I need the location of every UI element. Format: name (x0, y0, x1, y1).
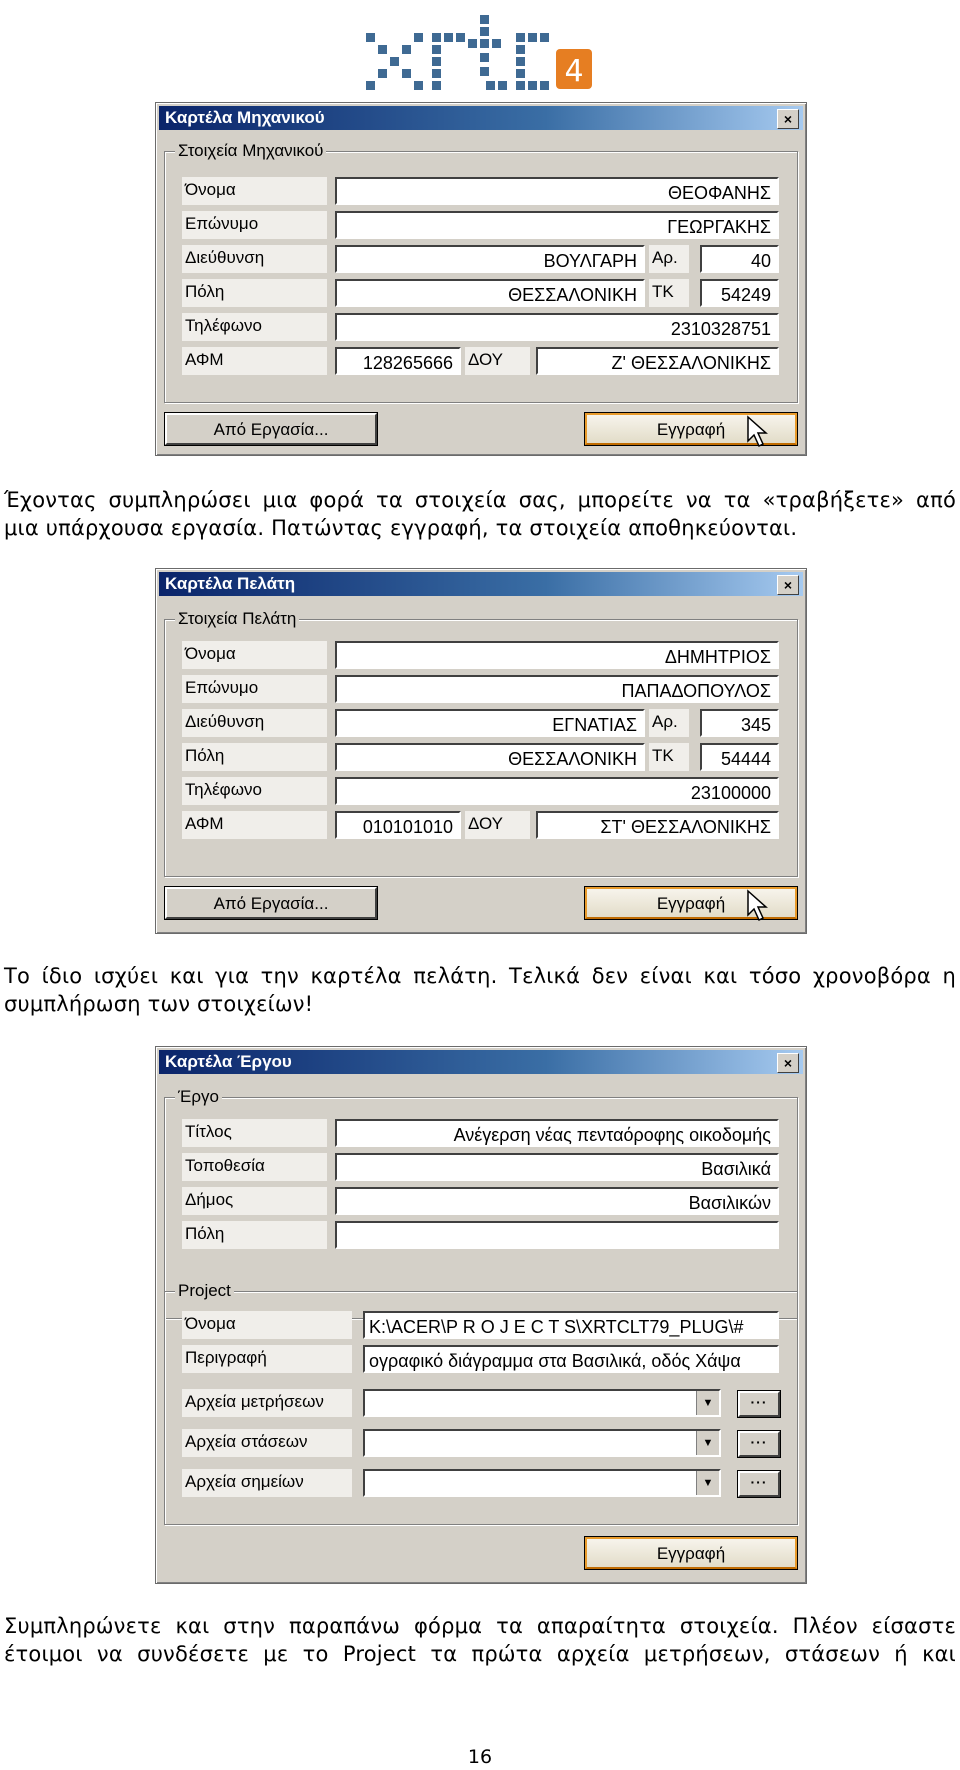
label-description: Περιγραφή (182, 1345, 352, 1373)
number-field[interactable]: 40 (700, 245, 779, 273)
label-measurement-files: Αρχεία μετρήσεων (182, 1389, 352, 1417)
label-location: Τοποθεσία (182, 1153, 327, 1181)
doy-field[interactable]: ΣΤ' ΘΕΣΣΑΛΟΝΙΚΗΣ (536, 811, 779, 839)
label-address: Διεύθυνση (182, 709, 327, 737)
label-city: Πόλη (182, 1221, 327, 1249)
window-title: Καρτέλα Μηχανικού (165, 108, 325, 127)
close-icon[interactable]: × (777, 109, 799, 129)
doy-field[interactable]: Ζ' ΘΕΣΣΑΛΟΝΙΚΗΣ (536, 347, 779, 375)
paragraph-1 (4, 486, 956, 542)
engineer-card-window (155, 102, 807, 456)
label-station-files: Αρχεία στάσεων (182, 1429, 352, 1457)
label-municipality: Δήμος (182, 1187, 327, 1215)
afm-field[interactable]: 010101010 (335, 811, 461, 839)
phone-field[interactable]: 2310328751 (335, 313, 779, 341)
city-field[interactable] (335, 1221, 779, 1249)
browse-stations-button[interactable]: ··· (738, 1431, 780, 1457)
label-title: Τίτλος (182, 1119, 327, 1147)
label-doy: ΔΟΥ (465, 811, 530, 839)
window-titlebar (159, 106, 803, 130)
from-project-button[interactable]: Από Εργασία... (165, 887, 377, 919)
page-number: 16 (467, 1746, 493, 1768)
city-field[interactable]: ΘΕΣΣΑΛΟΝΙΚΗ (335, 279, 645, 307)
paragraph-line: μια υπάρχουσα εργασία. Πατώντας εγγραφή, τα στοιχεία αποθηκεύονται. (4, 516, 798, 540)
name-field[interactable]: ΔΗΜΗΤΡΙΟΣ (335, 641, 779, 669)
project-name-field[interactable]: K:\ACER\P R O J E C T S\XRTCLT79_PLUG\# (363, 1311, 779, 1339)
paragraph-line: Συμπληρώνετε και στην παραπάνω φόρμα τα απαραίτητα στοιχεία. Πλέον είσαστε (4, 1614, 956, 1638)
description-field[interactable]: ογραφικό διάγραμμα στα Βασιλικά, οδός Χάψα (363, 1345, 779, 1373)
label-surname: Επώνυμο (182, 675, 327, 703)
group-label: Στοιχεία Μηχανικού (175, 141, 326, 161)
label-number: Αρ. (649, 245, 689, 273)
address-field[interactable]: ΒΟΥΛΓΑΡΗ (335, 245, 645, 273)
paragraph-line: Έχοντας συμπληρώσει μια φορά τα στοιχεία σας, μπορείτε να τα «τραβήξετε» από (4, 488, 956, 512)
from-project-button[interactable]: Από Εργασία... (165, 413, 377, 445)
chevron-down-icon[interactable]: ▼ (696, 1471, 719, 1495)
label-number: Αρ. (649, 709, 689, 737)
group-label: Project (175, 1281, 234, 1301)
label-postcode: ΤΚ (649, 743, 689, 771)
window-titlebar (159, 1050, 803, 1074)
city-field[interactable]: ΘΕΣΣΑΛΟΝΙΚΗ (335, 743, 645, 771)
point-files-select[interactable] (363, 1469, 721, 1497)
window-title: Καρτέλα Πελάτη (165, 574, 296, 593)
measurement-files-select[interactable] (363, 1389, 721, 1417)
number-field[interactable]: 345 (700, 709, 779, 737)
afm-field[interactable]: 128265666 (335, 347, 461, 375)
location-field[interactable]: Βασιλικά (335, 1153, 779, 1181)
save-button[interactable]: Εγγραφή (585, 1537, 797, 1569)
postcode-field[interactable]: 54444 (700, 743, 779, 771)
label-phone: Τηλέφωνο (182, 313, 327, 341)
save-button[interactable]: Εγγραφή (585, 887, 797, 919)
browse-measurements-button[interactable]: ··· (738, 1391, 780, 1417)
mouse-cursor-icon (746, 889, 770, 923)
paragraph-3 (4, 1612, 956, 1668)
chevron-down-icon[interactable]: ▼ (696, 1431, 719, 1455)
close-icon[interactable]: × (777, 575, 799, 595)
group-label: Στοιχεία Πελάτη (175, 609, 299, 629)
window-title: Καρτέλα Έργου (165, 1052, 292, 1071)
browse-points-button[interactable]: ··· (738, 1471, 780, 1497)
save-button[interactable]: Εγγραφή (585, 413, 797, 445)
station-files-select[interactable] (363, 1429, 721, 1457)
surname-field[interactable]: ΠΑΠΑΔΟΠΟΥΛΟΣ (335, 675, 779, 703)
mouse-cursor-icon (746, 415, 770, 449)
client-card-window (155, 568, 807, 934)
window-titlebar (159, 572, 803, 596)
address-field[interactable]: ΕΓΝΑΤΙΑΣ (335, 709, 645, 737)
surname-field[interactable]: ΓΕΩΡΓΑΚΗΣ (335, 211, 779, 239)
label-afm: ΑΦΜ (182, 811, 327, 839)
label-project-name: Όνομα (182, 1311, 352, 1339)
label-doy: ΔΟΥ (465, 347, 530, 375)
paragraph-2 (4, 962, 956, 1018)
municipality-field[interactable]: Βασιλικών (335, 1187, 779, 1215)
chevron-down-icon[interactable]: ▼ (696, 1391, 719, 1415)
paragraph-line: έτοιμοι να συνδέσετε με το Project τα πρώτα αρχεία μετρήσεων, στάσεων ή και (4, 1642, 956, 1666)
label-phone: Τηλέφωνο (182, 777, 327, 805)
name-field[interactable]: ΘΕΟΦΑΝΗΣ (335, 177, 779, 205)
group-label: Έργο (175, 1087, 222, 1107)
label-city: Πόλη (182, 279, 327, 307)
close-icon[interactable]: × (777, 1053, 799, 1073)
svg-text:4: 4 (564, 54, 584, 89)
project-card-window (155, 1046, 807, 1584)
label-name: Όνομα (182, 641, 327, 669)
label-name: Όνομα (182, 177, 327, 205)
label-surname: Επώνυμο (182, 211, 327, 239)
label-afm: ΑΦΜ (182, 347, 327, 375)
label-address: Διεύθυνση (182, 245, 327, 273)
label-postcode: ΤΚ (649, 279, 689, 307)
title-field[interactable]: Ανέγερση νέας πενταόροφης οικοδομής (335, 1119, 779, 1147)
postcode-field[interactable]: 54249 (700, 279, 779, 307)
phone-field[interactable]: 23100000 (335, 777, 779, 805)
xrtc4-logo (360, 5, 600, 97)
paragraph-line: Το ίδιο ισχύει και για την καρτέλα πελάτη. Τελικά δεν είναι και τόσο χρονοβόρα η (4, 964, 956, 988)
label-city: Πόλη (182, 743, 327, 771)
paragraph-line: συμπλήρωση των στοιχείων! (4, 992, 314, 1016)
label-point-files: Αρχεία σημείων (182, 1469, 352, 1497)
